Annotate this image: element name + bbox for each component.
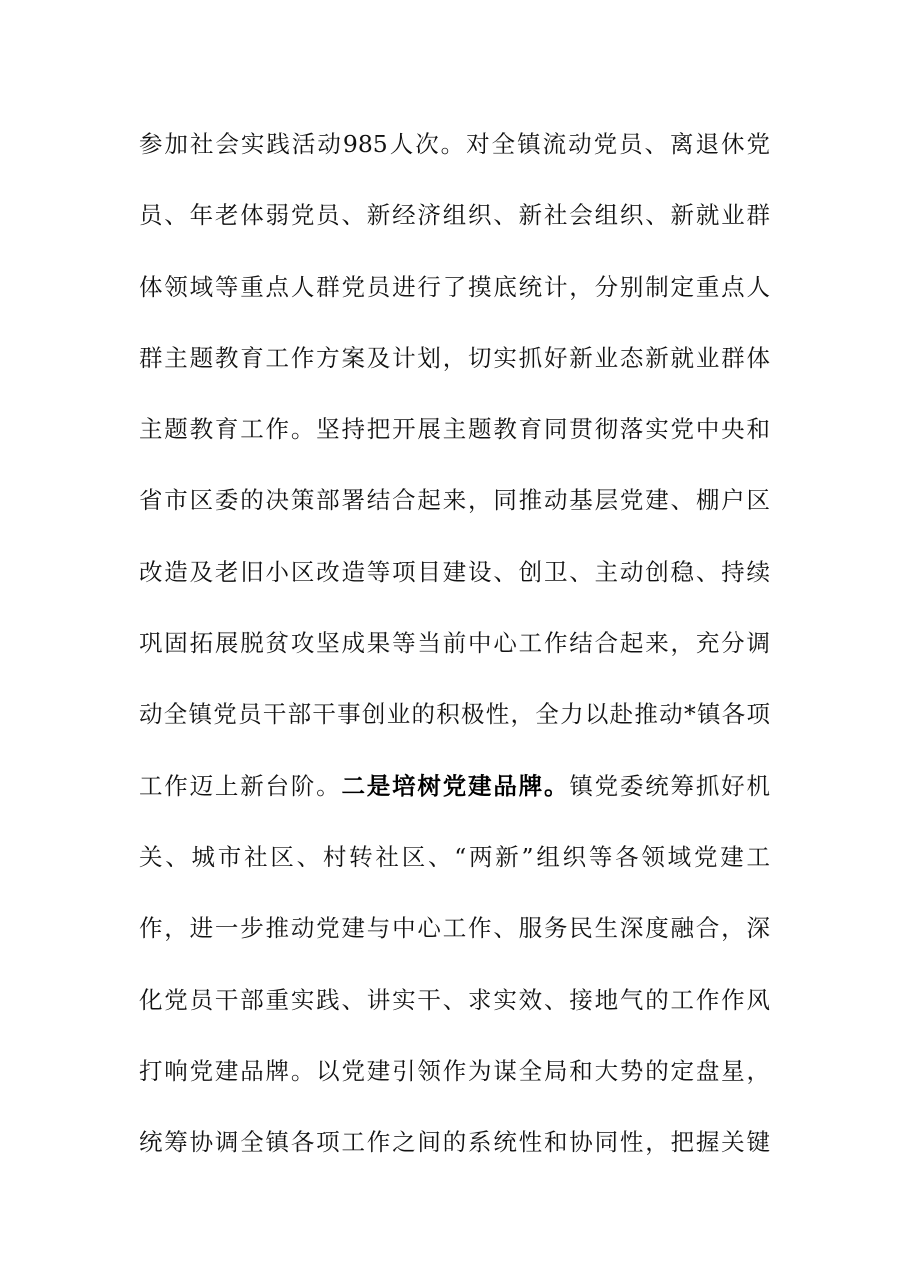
text-line-3: 体领域等重点人群党员进行了摸底统计，分别制定重点人 [139, 272, 770, 301]
text-line-4: 群主题教育工作方案及计划，切实抓好新业态新就业群体 [139, 343, 770, 372]
text-line-10 [139, 763, 770, 834]
text-line-8: 巩固拓展脱贫攻坚成果等当前中心工作结合起来，充分调 [139, 629, 770, 658]
body-paragraph [139, 121, 770, 1190]
text-line-1: 参加社会实践活动985人次。对全镇流动党员、离退休党 [139, 130, 770, 158]
text-line-13: 化党员干部重实践、讲实干、求实效、接地气的工作作风 [139, 985, 770, 1014]
text-line-9: 动全镇党员干部干事创业的积极性，全力以赴推动*镇各项 [139, 700, 770, 729]
text-line-10-start: 工作迈上新台阶。 [139, 771, 342, 800]
text-line-6: 省市区委的决策部署结合起来，同推动基层党建、棚户区 [139, 486, 770, 515]
section-heading-bold: 二是培树党建品牌。 [341, 771, 570, 800]
text-line-15: 统筹协调全镇各项工作之间的系统性和协同性，把握关键 [139, 1128, 770, 1157]
text-line-2: 员、年老体弱党员、新经济组织、新社会组织、新就业群 [139, 201, 770, 230]
text-line-5: 主题教育工作。坚持把开展主题教育同贯彻落实党中央和 [139, 415, 770, 444]
text-line-10-end: 镇党委统筹抓好机 [569, 771, 770, 800]
text-line-11: 关、城市社区、村转社区、“两新”组织等各领域党建工 [139, 842, 770, 871]
text-line-12: 作，进一步推动党建与中心工作、服务民生深度融合，深 [139, 914, 770, 943]
text-line-7: 改造及老旧小区改造等项目建设、创卫、主动创稳、持续 [139, 557, 770, 586]
text-line-14: 打响党建品牌。以党建引领作为谋全局和大势的定盘星， [139, 1056, 770, 1085]
